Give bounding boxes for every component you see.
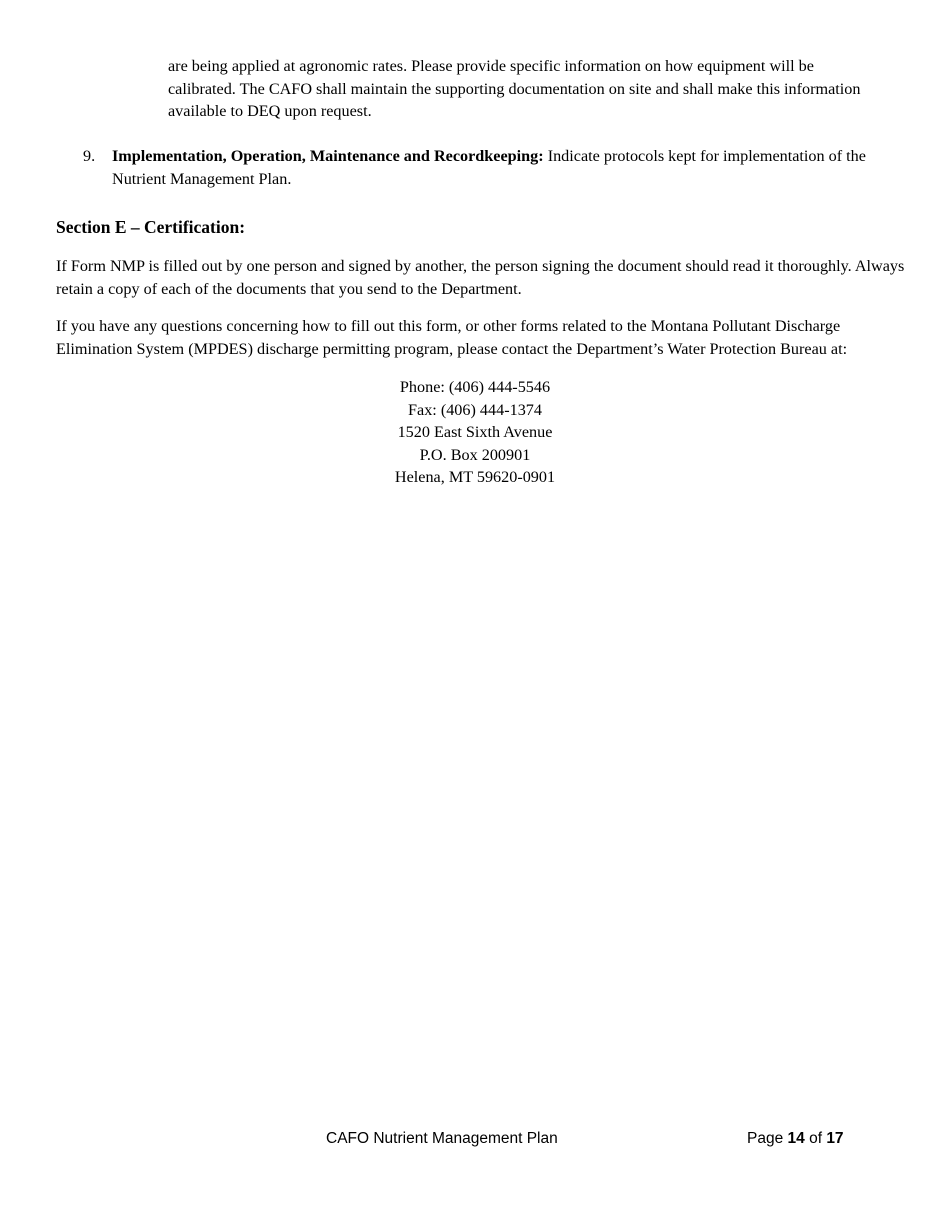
continued-paragraph: are being applied at agronomic rates. Please provide specific information on how equipment will be calibrated. The CAFO shall maintain the supporting documentation on site and shall make this information available to DEQ upon request. <box>168 57 861 120</box>
page-prefix: Page <box>747 1130 788 1147</box>
page-of: of <box>804 1130 827 1147</box>
contact-street: 1520 East Sixth Avenue <box>397 423 553 441</box>
contact-fax: Fax: (406) 444-1374 <box>408 400 542 419</box>
contact-city: Helena, MT 59620-0901 <box>394 468 556 486</box>
list-item-number: 9. <box>83 147 96 165</box>
contact-intro-paragraph: If you have any questions concerning how to fill out this form, or other forms related to the Montana Pollutant Discharge Elimination System (MPDES) discharge permitting program, please contact the Department’s Water Protection Bureau at: <box>56 317 848 358</box>
contact-phone: Phone: (406) 444-5546 <box>399 378 551 396</box>
page-number <box>747 1130 844 1148</box>
list-item-body <box>112 145 892 190</box>
contact-po-box: P.O. Box 200901 <box>419 445 531 464</box>
page-current: 14 <box>787 1130 805 1147</box>
list-item-text: Indicate protocols kept for implementation of the Nutrient Management Plan. <box>112 147 866 188</box>
footer-title: CAFO Nutrient Management Plan <box>326 1130 558 1147</box>
contact-block <box>0 376 950 489</box>
page-total: 17 <box>826 1130 844 1147</box>
list-item-bold-label: Implementation, Operation, Maintenance and Recordkeeping: <box>112 147 544 165</box>
certification-paragraph: If Form NMP is filled out by one person and signed by another, the person signing the document should read it thoroughly. Always retain a copy of each of the documents that you send to the Department. <box>56 257 905 298</box>
page-footer <box>0 1130 950 1154</box>
section-heading: Section E – Certification: <box>56 217 246 237</box>
